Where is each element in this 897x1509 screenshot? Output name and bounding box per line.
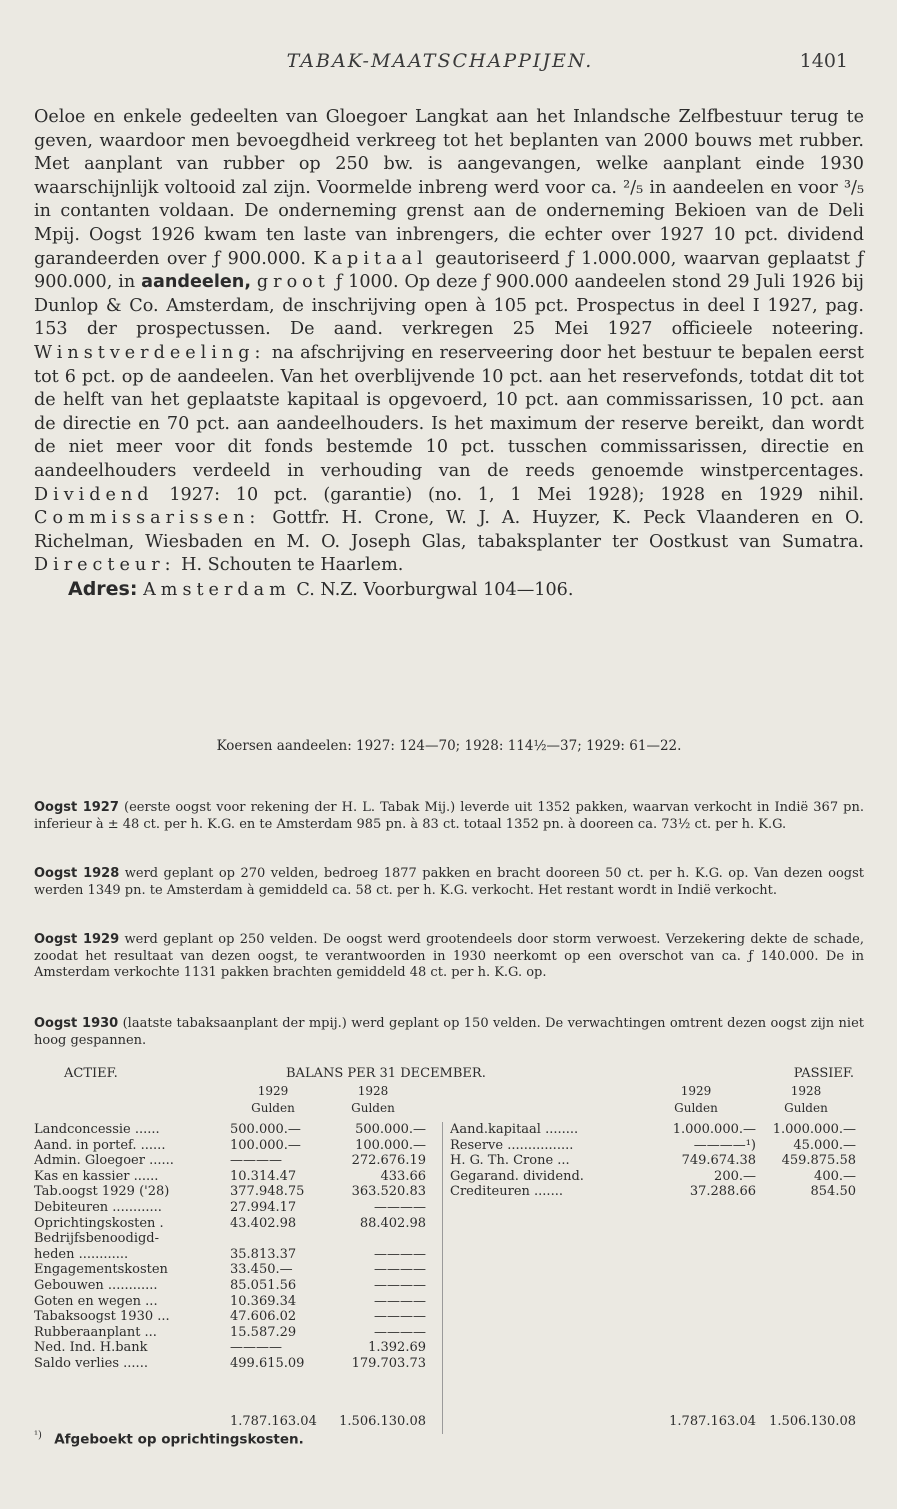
passief-rows: [450, 1122, 864, 1200]
body-paragraph: [34, 106, 864, 578]
actief-row-1928: ————: [374, 1309, 426, 1325]
actief-row-1928: 1.392.69: [368, 1340, 426, 1356]
note-oogst-1929: [34, 932, 864, 982]
note-1928-head: Oogst 1928: [34, 866, 120, 881]
actief-row-1929: 27.994.17: [230, 1199, 297, 1215]
winstverdeeling-label: Winstverdeeling:: [34, 342, 266, 363]
note-1927-text: (eerste oogst voor rekening der H. L. Tabak Mij.) leverde uit 1352 pakken, waarvan verkocht in Indië 367 pn. inferieur à ± 48 ct. per h. K.G. en te Amsterdam 985 pn. à 83 ct. totaal 1352 pn. à dooreen ca. 73½ ct. per h. K.G.: [34, 800, 865, 832]
koersen-line: Koersen aandeelen: 1927: 124—70; 1928: 114½—37; 1929: 61—22.: [216, 738, 682, 754]
note-1930-head: Oogst 1930: [34, 1016, 119, 1031]
actief-row-1929: 100.000.—: [230, 1137, 301, 1153]
actief-row-1928: ————: [374, 1262, 426, 1278]
actief-row-label: Bedrijfsbenoodigd-: [34, 1231, 160, 1247]
actief-row-1929: 377.948.75: [230, 1184, 305, 1200]
passief-row-1928: 45.000.—: [793, 1137, 856, 1153]
column-divider: [442, 1122, 443, 1434]
actief-row-label: Ned. Ind. H.bank: [34, 1340, 148, 1356]
actief-row-1929: 33.450.—: [230, 1262, 293, 1278]
actief-row: [34, 1184, 438, 1200]
page-number: 1401: [799, 50, 848, 72]
text-winstverdeeling: na afschrijving en reserveering door het bestuur te bepalen eerst tot 6 pct. op de aandeelen. Van het overblijvende 10 pct. aan het reservefonds, totdat dit tot de helft van het geplaatste kapitaal is opgevoerd, 10 pct. aan commissarissen, 10 pct. aan de directie en 70 pct. aan aandeelhouders. Is het maximum der reserve bereikt, dan wordt de niet meer voor dit fonds bestemde 10 pct. tusschen commissarissen, directie en aandeelhouders verdeeld in verhouding van de reeds genoemde winstpercentages.: [34, 342, 864, 481]
balance-sheet: [34, 1066, 864, 1456]
actief-row-1929: 499.615.09: [230, 1355, 305, 1371]
footnote-text: Afgeboekt op oprichtingskosten.: [54, 1431, 304, 1448]
actief-row: [34, 1356, 438, 1372]
page-header: [32, 50, 848, 80]
actief-row: [34, 1200, 438, 1216]
text-kapitaal: geautoriseerd ƒ 1.000.000, waarvan geplaatst ƒ 900.000, in: [34, 248, 865, 293]
balance-title-row: [34, 1066, 864, 1084]
passief-row-label: Aand.kapitaal ........: [450, 1122, 579, 1137]
passief-row: [450, 1138, 864, 1154]
adres-line: [34, 578, 864, 603]
actief-row-1929: 10.314.47: [230, 1168, 297, 1184]
year-passief-1928: 1928: [790, 1084, 822, 1098]
passief-row-1928: 459.875.58: [781, 1153, 856, 1169]
passief-row-label: Reserve ................: [450, 1137, 574, 1153]
total-actief-1928: 1.506.130.08: [339, 1414, 426, 1429]
actief-row: [34, 1278, 438, 1294]
actief-row-1928: 88.402.98: [359, 1215, 426, 1231]
actief-row: [34, 1294, 438, 1310]
actief-row: [34, 1169, 438, 1185]
year-header-row: [34, 1084, 864, 1100]
actief-row-1929: 43.402.98: [230, 1215, 297, 1231]
kapitaal-label: Kapitaal: [313, 248, 428, 269]
text-commissarissen: Gottfr. H. Crone, W. J. A. Huyzer, K. Peck Vlaanderen en O. Richelman, Wiesbaden en M. O. Joseph Glas, tabaksplanter ter Oostkust van Sumatra.: [34, 508, 865, 552]
adres-label: Adres:: [68, 577, 138, 600]
actief-row-1928: ————: [374, 1293, 426, 1309]
body-text: [34, 106, 864, 602]
actief-row-1928: 500.000.—: [355, 1122, 426, 1137]
unit-actief-1929: Gulden: [251, 1101, 295, 1115]
unit-actief-1928: Gulden: [351, 1101, 395, 1115]
directeur-label: Directeur:: [34, 555, 176, 576]
actief-row-1928: ————: [374, 1277, 426, 1293]
actief-row-1929: 85.051.56: [230, 1277, 297, 1293]
passief-row: [450, 1153, 864, 1169]
actief-row-1928: 179.703.73: [351, 1355, 426, 1371]
passief-row-1928: 854.50: [810, 1184, 856, 1200]
running-title: TABAK-MAATSCHAPPIJEN.: [286, 50, 594, 72]
passief-label: PASSIEF.: [793, 1066, 854, 1081]
actief-row-1929: 500.000.—: [230, 1122, 301, 1137]
note-oogst-1928: [34, 866, 864, 899]
passief-row-label: Crediteuren .......: [450, 1184, 563, 1200]
passief-row-label: H. G. Th. Crone ...: [450, 1153, 570, 1169]
text-aandeelen: ƒ 1000. Op deze ƒ 900.000 aandeelen stond 29 Juli 1926 bij Dunlop & Co. Amsterdam, de inschrijving open à 105 pct. Prospectus in deel I 1927, pag. 153 der prospectussen. De aand. verkregen 25 Mei 1927 officieele noteering.: [34, 272, 865, 340]
actief-row-label: Gebouwen ............: [34, 1277, 158, 1293]
note-oogst-1927: [34, 800, 864, 833]
actief-row-label: Oprichtingskosten .: [34, 1215, 164, 1231]
actief-row-label: Admin. Gloegoer ......: [34, 1153, 174, 1169]
passief-row-label: Gegarand. dividend.: [450, 1168, 584, 1184]
passief-row-1929: 1.000.000.—: [672, 1122, 756, 1137]
actief-row-1928: ————: [374, 1199, 426, 1215]
commissarissen-label: Commissarissen:: [34, 508, 261, 529]
passief-row-1929: 749.674.38: [681, 1153, 756, 1169]
text-dividend: 1927: 10 pct. (garantie) (no. 1, 1 Mei 1928); 1928 en 1929 nihil.: [169, 484, 864, 505]
actief-row-label: Aand. in portef. ......: [34, 1137, 166, 1153]
actief-rows: [34, 1122, 438, 1372]
actief-row-1929: ————: [230, 1153, 282, 1169]
passief-row-1928: 400.—: [814, 1168, 856, 1184]
year-passief-1929: 1929: [680, 1084, 712, 1098]
actief-row-1928: 433.66: [380, 1168, 426, 1184]
actief-row-label: Tabaksoogst 1930 ...: [34, 1309, 170, 1325]
unit-passief-1929: Gulden: [674, 1101, 718, 1115]
note-1929-head: Oogst 1929: [34, 932, 120, 947]
footnote: [34, 1430, 864, 1448]
actief-row: [34, 1153, 438, 1169]
actief-row-1928: ————: [374, 1324, 426, 1340]
passief-row: [450, 1184, 864, 1200]
actief-row: [34, 1309, 438, 1325]
actief-row-label: Rubberaanplant ...: [34, 1324, 157, 1340]
aandeelen-label: aandeelen,: [141, 272, 252, 293]
adres-city: Amsterdam: [143, 579, 291, 600]
actief-row-1929: 10.369.34: [230, 1293, 297, 1309]
actief-row: [34, 1216, 438, 1232]
dividend-label: Dividend: [34, 484, 154, 505]
actief-row-1929: 15.587.29: [230, 1324, 297, 1340]
actief-row-1928: 363.520.83: [351, 1184, 426, 1200]
actief-row: [34, 1122, 438, 1138]
text-directeur: H. Schouten te Haarlem.: [181, 555, 404, 576]
groot-label: groot: [256, 272, 330, 293]
note-1927-head: Oogst 1927: [34, 800, 119, 815]
actief-row-1928: ————: [374, 1246, 426, 1262]
unit-header-row: [34, 1101, 864, 1117]
actief-row-1928: 100.000.—: [355, 1137, 426, 1153]
text-intro: Oeloe en enkele gedeelten van Gloegoer Langkat aan het Inlandsche Zelfbestuur terug te geven, waardoor men bevoegdheid verkreeg tot het beplanten van 2000 bouws met rubber. Met aanplant van rubber op 250 bw. is aangevangen, welke aanplant einde 1930 waarschijnlijk voltooid zal zijn. Voormelde inbreng werd voor ca. ²/₅ in aandeelen en voor ³/₅ in contanten voldaan. De onderneming grenst aan de onderneming Bekioen van de Deli Mpij. Oogst 1926 kwam ten laste van inbrengers, die echter over 1927 10 pct. dividend garandeerden over ƒ 900.000.: [34, 107, 864, 269]
adres-street: C. N.Z. Voorburgwal 104—106.: [296, 579, 574, 600]
actief-row-label: Debiteuren ............: [34, 1199, 162, 1215]
note-oogst-1930: [34, 1016, 864, 1049]
actief-label: ACTIEF.: [64, 1066, 118, 1081]
actief-row: [34, 1231, 438, 1247]
passief-row-1929: 200.—: [714, 1168, 756, 1184]
actief-row-1928: 272.676.19: [351, 1153, 426, 1169]
passief-row-1929: ————¹): [693, 1137, 756, 1153]
actief-row-label: Goten en wegen ...: [34, 1293, 158, 1309]
total-passief-1929: 1.787.163.04: [669, 1414, 756, 1429]
note-1929-text: werd geplant op 250 velden. De oogst werd grootendeels door storm verwoest. Verzekering dekte de schade, zoodat het resultaat van dezen oogst, te verantwoorden in 1930 neerkomt op een overschot van ca. ƒ 140.000. De in Amsterdam verkochte 1131 pakken brachten gemiddeld 48 ct. per h. K.G. op.: [34, 932, 864, 981]
actief-row-1929: 47.606.02: [230, 1309, 297, 1325]
note-1928-text: werd geplant op 270 velden, bedroeg 1877 pakken en bracht dooreen 50 ct. per h. K.G. op. Van dezen oogst werden 1349 pn. te Amsterdam à gemiddeld ca. 58 ct. per h. K.G. verkocht. Het restant wordt in Indië verkocht.: [34, 866, 865, 898]
footnote-mark: ¹): [34, 1430, 42, 1441]
actief-row-label: Tab.oogst 1929 ('28): [34, 1184, 170, 1200]
note-1930-text: (laatste tabaksaanplant der mpij.) werd geplant op 150 velden. De verwachtingen omtrent dezen oogst zijn niet hoog gespannen.: [34, 1016, 864, 1048]
total-passief-1928: 1.506.130.08: [769, 1414, 856, 1429]
year-actief-1928: 1928: [357, 1084, 389, 1098]
passief-row-1929: 37.288.66: [689, 1184, 756, 1200]
year-actief-1929: 1929: [257, 1084, 289, 1098]
actief-row-label: heden ............: [34, 1246, 129, 1262]
actief-row: [34, 1247, 438, 1263]
actief-row-label: Engagementskosten: [34, 1262, 168, 1278]
actief-row-1929: 35.813.37: [230, 1246, 297, 1262]
actief-row-label: Saldo verlies ......: [34, 1355, 148, 1371]
actief-row: [34, 1262, 438, 1278]
unit-passief-1928: Gulden: [784, 1101, 828, 1115]
actief-row: [34, 1325, 438, 1341]
actief-row: [34, 1138, 438, 1154]
passief-row-1928: 1.000.000.—: [772, 1122, 856, 1137]
actief-row: [34, 1340, 438, 1356]
passief-row: [450, 1122, 864, 1138]
total-actief-1929: 1.787.163.04: [230, 1414, 317, 1429]
passief-row: [450, 1169, 864, 1185]
actief-row-label: Landconcessie ......: [34, 1122, 160, 1137]
actief-row-label: Kas en kassier ......: [34, 1168, 159, 1184]
balance-title: BALANS PER 31 DECEMBER.: [286, 1066, 486, 1081]
actief-row-1929: ————: [230, 1340, 282, 1356]
